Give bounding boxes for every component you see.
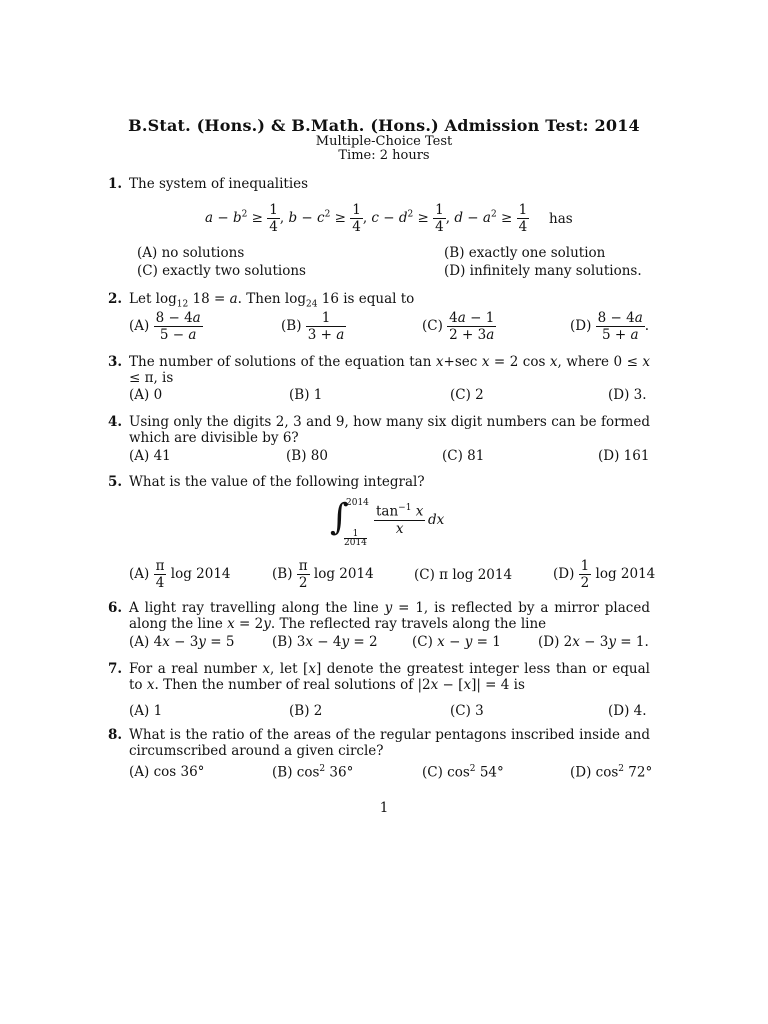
option-a: (A) cos 36°: [129, 764, 205, 780]
question-number: 6.: [108, 600, 123, 616]
option-a: (A) 41: [129, 448, 171, 464]
option-d: (D) 2x − 3y = 1.: [538, 634, 649, 650]
option-d: (D) 3.: [608, 387, 647, 403]
option-d: (D) 4.: [608, 703, 647, 719]
option-a: (A) $\frac{\pi}{4}$ log 2014: [129, 558, 231, 591]
option-d: (D) $\frac{8 - 4a}{5 + a}$ .: [570, 310, 650, 343]
option-b: (B) 3x − 4y = 2: [272, 634, 378, 650]
question-text: What is the ratio of the areas of the regular pentagons inscribed inside and circumscribed around a given circle?: [129, 727, 650, 759]
option-b: (B) 80: [286, 448, 328, 464]
inequality-system: $a - b^2$ ≥ $\frac{1}{4}$ , $b - c^2$ ≥ $\frac{1}{4}$ , $c - d^2$ ≥ $\frac{1}{4}$ , $d - a^2$ ≥ $\frac{1}{4}$: [205, 202, 528, 235]
option-b: (B) $\frac{\pi}{2}$ log 2014: [272, 558, 374, 591]
option-a: (A) 4x − 3y = 5: [129, 634, 235, 650]
question-text: A light ray travelling along the line y = 1, is reflected by a mirror placed along the line x = 2y. The reflected ray travels along the line: [129, 600, 650, 632]
question-number: 5.: [108, 474, 123, 490]
question-number: 1.: [108, 176, 123, 192]
option-b: (B) exactly one solution: [444, 245, 606, 261]
question-number: 3.: [108, 354, 123, 370]
option-c: (C) exactly two solutions: [137, 263, 306, 279]
question-text: The number of solutions of the equation tan x+sec x = 2 cos x, where 0 ≤ x ≤ π, is: [129, 354, 650, 386]
question-text: What is the value of the following integral?: [129, 474, 425, 490]
option-c: (C) 2: [450, 387, 484, 403]
page-subtitle: Multiple-Choice Test: [315, 134, 453, 149]
option-b: (B) $\frac{1}{3 + a}$: [281, 310, 345, 343]
option-a: (A) 1: [129, 703, 163, 719]
option-d: (D) $\frac{1}{2}$ log 2014: [553, 558, 656, 591]
option-a: (A) $\frac{8 - 4a}{5 - a}$: [129, 310, 201, 343]
option-b: (B) 1: [289, 387, 323, 403]
option-c: (C) $\cos^2 54^\circ$: [422, 764, 504, 781]
option-c: (C) π log 2014: [414, 567, 513, 583]
question-text: Using only the digits 2, 3 and 9, how many six digit numbers can be formed which are divisible by 6?: [129, 414, 650, 446]
option-b: (B) 2: [289, 703, 323, 719]
question-number: 8.: [108, 727, 123, 743]
option-b: (B) $\cos^2 36^\circ$: [272, 764, 354, 781]
option-a: (A) no solutions: [137, 245, 245, 261]
question-number: 2.: [108, 291, 123, 307]
time-limit: Time: 2 hours: [338, 148, 430, 163]
page-number: 1: [379, 800, 389, 816]
option-d: (D) $\cos^2 72^\circ$: [570, 764, 653, 781]
page-title: B.Stat. (Hons.) & B.Math. (Hons.) Admission Test: 2014: [128, 116, 640, 135]
question-text: For a real number x, let [x] denote the greatest integer less than or equal to x. Then the number of real solutions of |2x − [x]| = 4 is: [129, 661, 650, 693]
question-text: The system of inequalities: [129, 176, 309, 192]
question-number: 4.: [108, 414, 123, 430]
option-d: (D) infinitely many solutions.: [444, 263, 642, 279]
option-c: (C) 81: [442, 448, 485, 464]
has-word: has: [549, 211, 573, 227]
question-text: Let $\log_{12} 18 = a$. Then $\log_{24} 16$ is equal to: [129, 291, 415, 310]
option-c: (C) $\frac{4a - 1}{2 + 3a}$: [422, 310, 495, 343]
option-c: (C) x − y = 1: [412, 634, 501, 650]
option-a: (A) 0: [129, 387, 163, 403]
option-c: (C) 3: [450, 703, 484, 719]
integral-expression: ∫ 2014 1 2014 $\frac{\tan^{-1} x}{x}$ dx: [330, 497, 445, 548]
option-d: (D) 161: [598, 448, 650, 464]
question-number: 7.: [108, 661, 123, 677]
